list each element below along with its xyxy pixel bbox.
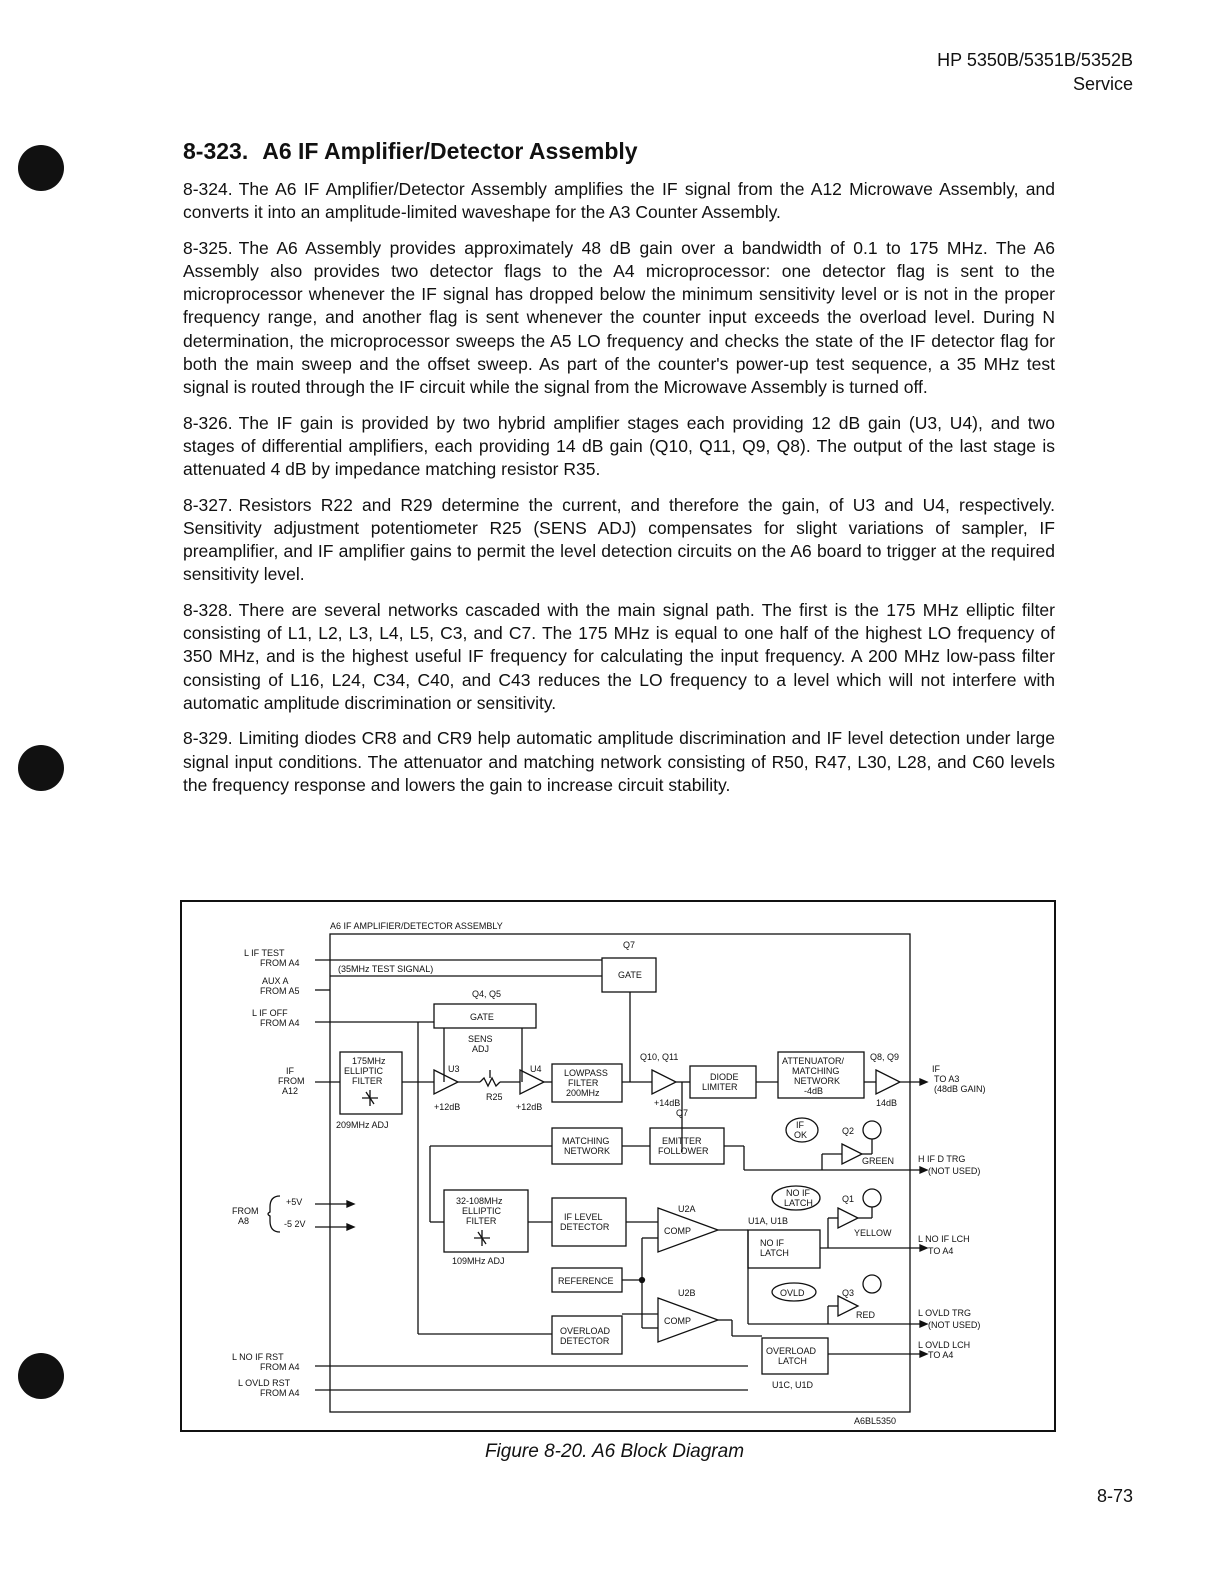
block-diagram-svg: [182, 902, 1054, 1430]
figure-caption: Figure 8-20. A6 Block Diagram: [484, 1441, 745, 1462]
amplifier-q8q9-icon: [876, 1070, 900, 1094]
paragraph: [183, 494, 1055, 587]
label-yellow: YELLOW: [854, 1228, 892, 1238]
label-ol-1: OVERLOAD: [766, 1346, 817, 1356]
label-q1: Q1: [842, 1194, 855, 1204]
output-label-h-if-d-trg: H IF D TRG: [918, 1154, 966, 1164]
paragraph-text: The A6 IF Amplifier/Detector Assembly amplifies the IF signal from the A12 Microwave Assembly, and converts it into an amplitude-limited waveshape for the A3 Counter Assembly.: [183, 179, 1055, 223]
buffer-q2-icon: [842, 1144, 862, 1164]
label-q7: Q7: [676, 1108, 689, 1118]
paragraph: [183, 599, 1055, 715]
paragraph-text: There are several networks cascaded with the main signal path. The first is the 175 MHz elliptic filter consisting of L1, L2, L3, L4, L5, C3, and C7. The 175 MHz is equal to one half of the highest LO frequency of 350 MHz, and is the highest useful IF frequency for calculating the input frequency. A 200 MHz low-pass filter consisting of L16, L24, C34, C40, and C43 reduces the LO frequency to a level which will not interfere with automatic amplitude discrimination or sensitivity.: [183, 599, 1055, 713]
label-comp-1: COMP: [664, 1226, 691, 1236]
label-u4: U4: [530, 1064, 542, 1074]
label-if-ok-2: OK: [794, 1130, 808, 1140]
label-q7-top: Q7: [623, 940, 636, 950]
label-lowpass: LOWPASS: [564, 1068, 608, 1078]
paragraph: [183, 237, 1055, 400]
label-ef-1: 175MHz: [352, 1056, 386, 1066]
label-u2b: U2B: [678, 1288, 696, 1298]
paragraph-text: The IF gain is provided by two hybrid amplifier stages each providing 12 dB gain (U3, U4), and two stages of differential amplifiers, each providing 14 dB gain (Q10, Q11, Q9, Q8). The output of the last stage is attenuated 4 dB by impedance matching resistor R35.: [183, 412, 1055, 480]
paragraph-text: The A6 Assembly provides approximately 48 dB gain over a bandwidth of 0.1 to 175 MHz. The A6 Assembly also provides two detector flags to the A4 microprocessor: one detector flag is sent to the microprocessor whenever the IF signal has dropped below the minimum sensitivity level or is not in the proper frequency range, and another flag is sent whenever the counter input exceeds the overload level. During N determination, the microprocessor sweeps the A5 LO frequency and checks the state of the IF detector flag for both the main sweep and the offset sweep. As part of the counter's power-up test sequence, a 35 MHz test signal is routed through the IF circuit while the signal from the Microwave Assembly is turned off.: [183, 237, 1055, 398]
label-gain-14a: +14dB: [654, 1098, 681, 1108]
label-diode: DIODE: [710, 1072, 739, 1082]
paragraph-number: 8-325.: [183, 237, 233, 258]
label-follower: FOLLOWER: [658, 1146, 709, 1156]
label-no-if-2: LATCH: [784, 1198, 813, 1208]
paragraph-number: 8-324.: [183, 179, 233, 199]
label-gain-14b: 14dB: [876, 1098, 898, 1108]
input-label-from-a4-2: FROM A4: [260, 1018, 300, 1028]
input-label-ovld-rst: L OVLD RST: [238, 1378, 291, 1388]
label-limiter: LIMITER: [702, 1082, 738, 1092]
label-bf-2: ELLIPTIC: [462, 1206, 502, 1216]
input-label-a12: A12: [282, 1086, 299, 1096]
led-yellow-icon: [863, 1189, 881, 1207]
paragraph-number: 8-329.: [183, 728, 233, 749]
label-detector: DETECTOR: [560, 1222, 610, 1232]
label-bf-3: FILTER: [466, 1216, 497, 1226]
label-reference: REFERENCE: [558, 1276, 614, 1286]
label-comp-2: COMP: [664, 1316, 691, 1326]
body-text: [183, 178, 1055, 809]
label-gain-12a: +12dB: [434, 1102, 461, 1112]
punch-hole-middle: [18, 745, 64, 791]
label-if-ok-1: IF: [796, 1120, 804, 1130]
label-nl-2: LATCH: [760, 1248, 789, 1258]
label-200mhz: 200MHz: [566, 1088, 600, 1098]
buffer-q1-icon: [838, 1208, 858, 1228]
input-label-from-a4-4: FROM A4: [260, 1388, 300, 1398]
label-u2a: U2A: [678, 1204, 696, 1214]
input-label-from-a4-3: FROM A4: [260, 1362, 300, 1372]
output-label-to-a3: TO A3: [934, 1074, 960, 1084]
label-u3: U3: [448, 1064, 460, 1074]
output-label-if: IF: [932, 1064, 940, 1074]
label-adj: ADJ: [472, 1044, 490, 1054]
label-if-level: IF LEVEL: [564, 1212, 603, 1222]
label-matching: MATCHING: [792, 1066, 840, 1076]
paragraph-text: Limiting diodes CR8 and CR9 help automatic amplitude discrimination and IF level detection under large signal input conditions. The attenuator and matching network consisting of R50, R47, L30, L28, and C60 levels the frequency response and lowers the gain to increase circuit stability.: [183, 728, 1055, 795]
label-q8q9: Q8, Q9: [870, 1052, 900, 1062]
label-ef-adj: 209MHz ADJ: [336, 1120, 389, 1130]
input-label-from-a8: FROM: [232, 1206, 259, 1216]
label-u1c-u1d: U1C, U1D: [772, 1380, 814, 1390]
label-gate-2: GATE: [470, 1012, 494, 1022]
label-no-if-1: NO IF: [786, 1188, 810, 1198]
amplifier-q10q11-icon: [652, 1070, 676, 1094]
section-number: 8-323.: [183, 138, 249, 164]
resistor-r25-icon: [480, 1078, 500, 1086]
section-title-text: A6 IF Amplifier/Detector Assembly: [262, 138, 638, 164]
input-label-if: IF: [286, 1066, 294, 1076]
label-red: RED: [856, 1310, 876, 1320]
label-gain-12b: +12dB: [516, 1102, 543, 1112]
output-label-l-ovld-trg: L OVLD TRG: [918, 1308, 972, 1318]
block-diagram: [180, 900, 1056, 1432]
label-q3: Q3: [842, 1288, 855, 1298]
input-label-from-a4: FROM A4: [260, 958, 300, 968]
led-red-icon: [863, 1275, 881, 1293]
supply-brace: [268, 1196, 280, 1232]
label-overload: OVERLOAD: [560, 1326, 611, 1336]
output-label-l-ovld-lch: L OVLD LCH: [918, 1340, 971, 1350]
input-label-from-a5: FROM A5: [260, 986, 300, 996]
section-title: [183, 138, 638, 165]
header-model: HP 5350B/5351B/5352B: [937, 50, 1133, 70]
label-bf-1: 32-108MHz: [456, 1196, 503, 1206]
paragraph-number: 8-328.: [183, 599, 233, 620]
label-filter: FILTER: [568, 1078, 599, 1088]
label-network: NETWORK: [794, 1076, 840, 1086]
paragraph: [183, 727, 1055, 797]
paragraph-text: Resistors R22 and R29 determine the current, and therefore the gain, of U3 and U4, respectively. Sensitivity adjustment potentiometer R25 (SENS ADJ) compensates for slight variations of sampler, IF preamplifier, and IF amplifier gains to permit the level detection circuits on the A6 board to trigger at the required sensitivity level.: [183, 494, 1055, 585]
output-label-to-a4: TO A4: [928, 1246, 954, 1256]
input-label-no-if-rst: L NO IF RST: [232, 1352, 284, 1362]
label-mn-2: NETWORK: [564, 1146, 610, 1156]
page-number: 8-73: [1096, 1486, 1133, 1506]
variable-capacitor-icon: [474, 1230, 490, 1246]
label-ef-2: ELLIPTIC: [344, 1066, 384, 1076]
input-label-if-test: L IF TEST: [244, 948, 285, 958]
label-gate-1: GATE: [618, 970, 642, 980]
label-q2: Q2: [842, 1126, 855, 1136]
label-sens: SENS: [468, 1034, 493, 1044]
buffer-q3-icon: [838, 1296, 858, 1316]
paragraph: [183, 178, 1055, 225]
label-u1a-u1b: U1A, U1B: [748, 1216, 789, 1226]
led-green-icon: [863, 1121, 881, 1139]
label-ol-2: LATCH: [778, 1356, 807, 1366]
punch-hole-top: [18, 145, 64, 191]
output-label-not-used-2: (NOT USED): [928, 1320, 981, 1330]
label-ef-3: FILTER: [352, 1076, 383, 1086]
label-green: GREEN: [862, 1156, 895, 1166]
output-label-to-a4-2: TO A4: [928, 1350, 954, 1360]
label-attenuator: ATTENUATOR/: [782, 1056, 845, 1066]
diagram-code: A6BL5350: [854, 1416, 897, 1426]
output-label-l-no-if-lch: L NO IF LCH: [918, 1234, 970, 1244]
paragraph-number: 8-327.: [183, 494, 233, 515]
output-label-48db: (48dB GAIN): [934, 1084, 986, 1094]
input-label-if-off: L IF OFF: [252, 1008, 288, 1018]
diagram-title: A6 IF AMPLIFIER/DETECTOR ASSEMBLY: [330, 921, 503, 931]
label-emitter: EMITTER: [662, 1136, 702, 1146]
punch-hole-bottom: [18, 1353, 64, 1399]
label-test-signal: (35MHz TEST SIGNAL): [338, 964, 434, 974]
label-q4q5: Q4, Q5: [472, 989, 502, 999]
input-label-from: FROM: [278, 1076, 305, 1086]
input-label-minus52v: -5 2V: [284, 1219, 306, 1229]
label-detector-2: DETECTOR: [560, 1336, 610, 1346]
input-label-aux: AUX A: [262, 976, 289, 986]
input-label-a8: A8: [238, 1216, 250, 1226]
paragraph: [183, 412, 1055, 482]
input-label-plus5v: +5V: [286, 1197, 303, 1207]
label-mn-1: MATCHING: [562, 1136, 610, 1146]
label-nl-1: NO IF: [760, 1238, 784, 1248]
label-r25: R25: [486, 1092, 503, 1102]
label-ovld: OVLD: [780, 1288, 805, 1298]
label-minus4db: -4dB: [804, 1086, 824, 1096]
label-bf-adj: 109MHz ADJ: [452, 1256, 505, 1266]
variable-capacitor-icon: [362, 1090, 378, 1106]
paragraph-number: 8-326.: [183, 412, 233, 433]
output-label-not-used: (NOT USED): [928, 1166, 981, 1176]
header-section: Service: [1072, 74, 1133, 94]
label-q10q11: Q10, Q11: [640, 1052, 679, 1062]
page-header: [937, 48, 1133, 96]
assembly-boundary: [330, 934, 910, 1412]
